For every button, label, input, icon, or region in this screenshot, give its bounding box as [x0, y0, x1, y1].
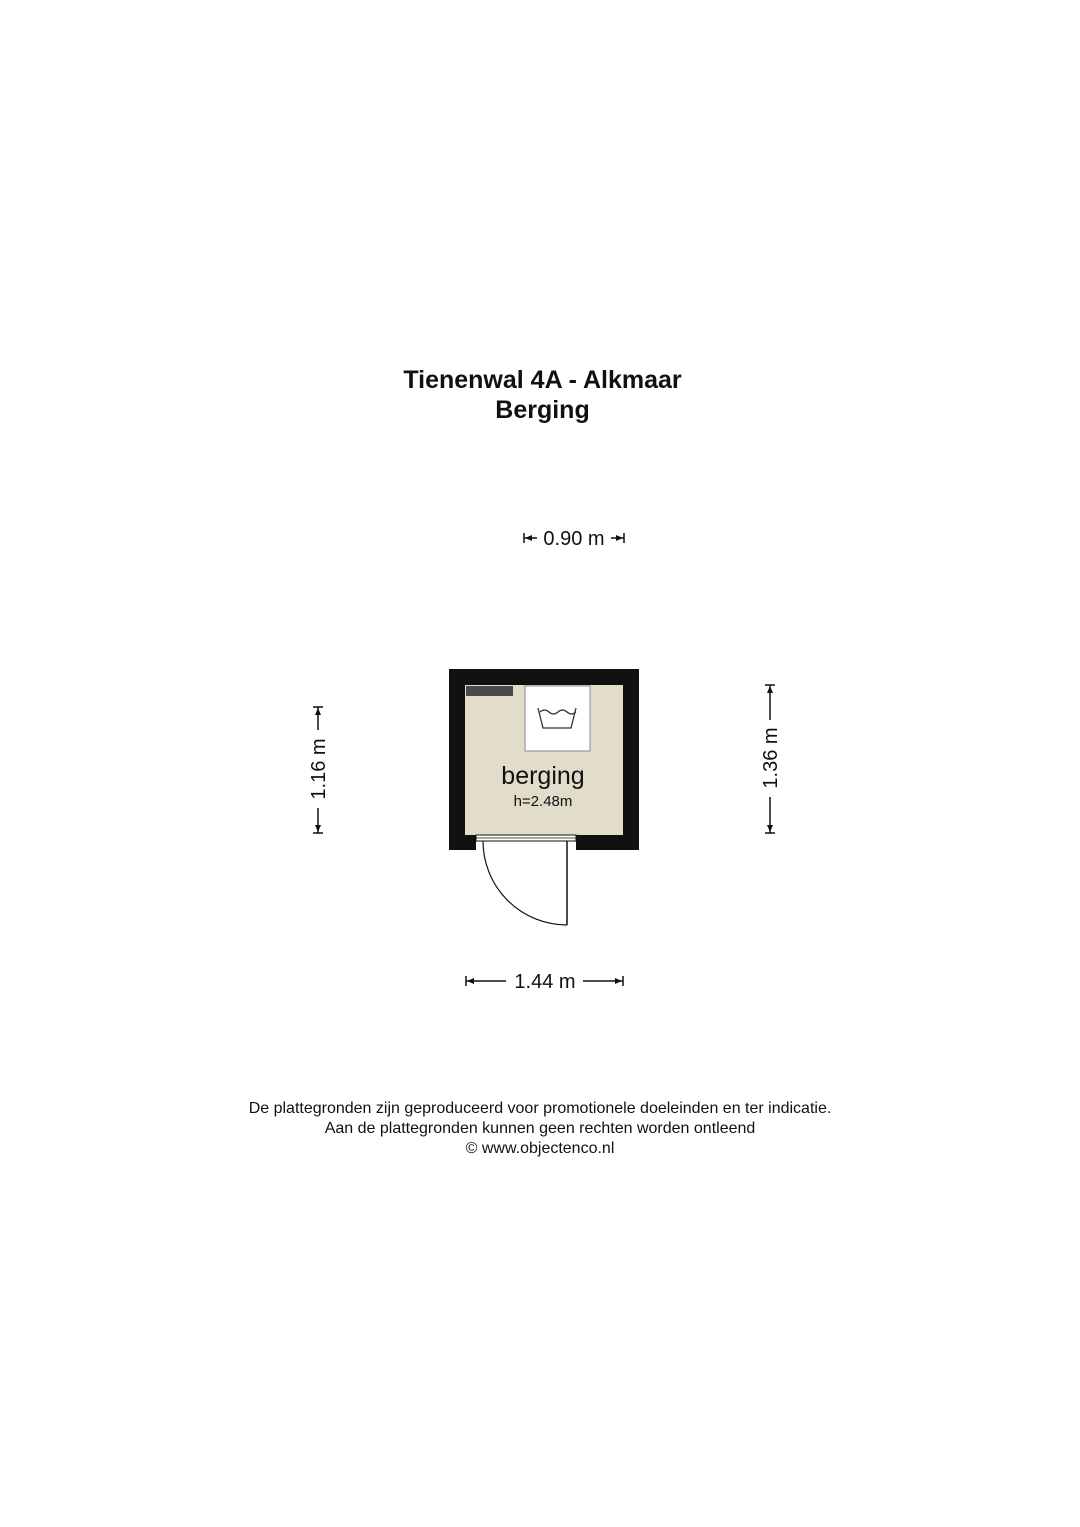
dimension-bottom-arrow-left	[467, 978, 474, 984]
dimension-bottom-arrow-right	[615, 978, 622, 984]
dimension-left-arrow-top	[315, 708, 321, 715]
dimension-top	[524, 528, 624, 550]
room-name: berging	[501, 762, 585, 790]
dimension-right-label: 1.36 m	[760, 727, 782, 789]
door-arc	[483, 841, 567, 925]
dimension-left-label: 1.16 m	[308, 738, 330, 800]
room-height: h=2.48m	[513, 793, 573, 810]
disclaimer-line-1: De plattegronden zijn geproduceerd voor promotionele doeleinden en ter indicatie.	[248, 1100, 832, 1117]
plan-title: Tienenwal 4A - Alkmaar	[403, 366, 682, 394]
dimension-top-arrow-right	[616, 535, 623, 541]
washing-machine-body	[525, 686, 590, 751]
dimension-left	[308, 707, 330, 833]
copyright-line: © www.objectenco.nl	[465, 1140, 615, 1157]
dimension-bottom	[466, 971, 623, 993]
washing-machine-icon	[525, 686, 590, 751]
dimension-bottom-label: 1.44 m	[514, 971, 576, 993]
door-swing-icon	[483, 841, 567, 925]
dimension-right	[760, 685, 782, 833]
dimension-right-arrow-top	[767, 686, 773, 693]
dimension-top-label: 0.90 m	[543, 528, 605, 550]
dimension-top-arrow-left	[525, 535, 532, 541]
shelf	[466, 686, 513, 696]
dimension-right-arrow-bottom	[767, 825, 773, 832]
dimension-left-arrow-bottom	[315, 825, 321, 832]
plan-subtitle: Berging	[495, 396, 590, 424]
disclaimer-line-2: Aan de plattegronden kunnen geen rechten worden ontleend	[324, 1120, 756, 1137]
room-berging	[449, 669, 639, 925]
